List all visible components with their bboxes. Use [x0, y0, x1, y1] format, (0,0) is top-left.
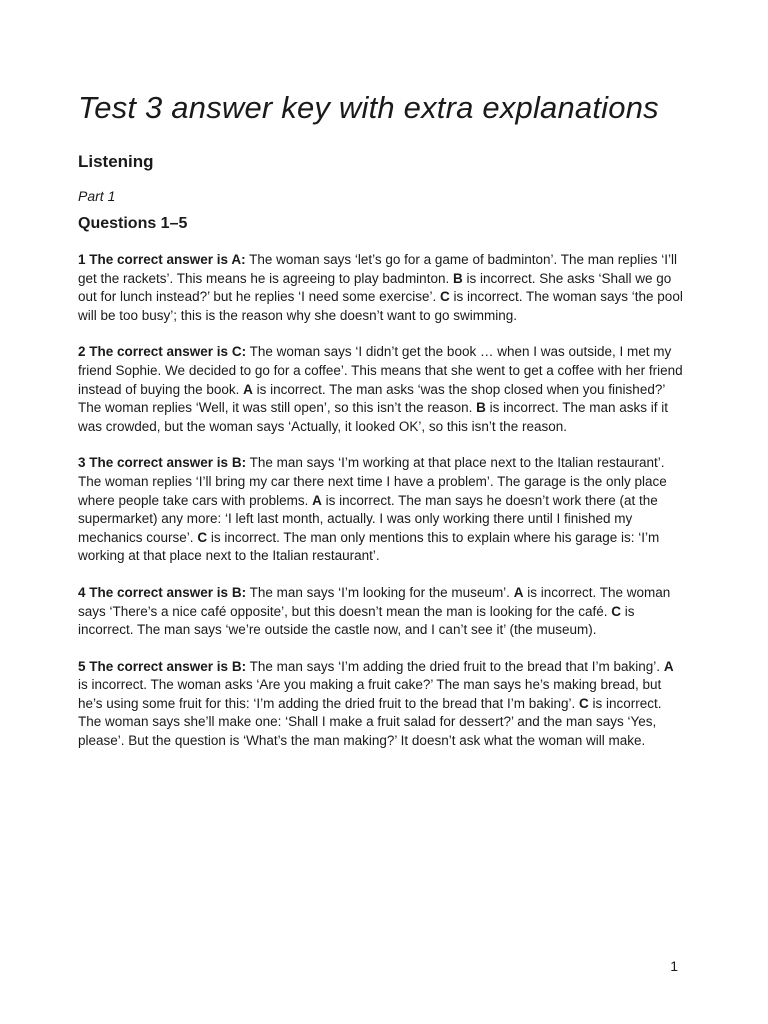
- answer-bold-text: A: [663, 658, 674, 674]
- answer-bold-text: 4 The correct answer is B:: [78, 584, 247, 600]
- answer-bold-text: C: [579, 695, 589, 711]
- page-title: Test 3 answer key with extra explanations: [78, 90, 659, 125]
- part-label: Part 1: [78, 188, 116, 204]
- answer-text: is incorrect. The woman says ‘There’s a nice café opposite’, but this doesn’t mean the man is looking for the café.: [78, 584, 671, 619]
- answer-text: is incorrect. The man asks if it was crowded, but the woman says ‘Actually, it looked OK’, so this isn’t the reason.: [78, 400, 668, 434]
- answer-text: The woman says ‘let’s go for a game of badminton’. The man replies ‘I’ll get the rackets’. This means he is agreeing to play badminton.: [78, 252, 678, 286]
- document-page: [78, 88, 684, 769]
- answer-paragraph: [78, 584, 684, 640]
- answer-paragraph: [78, 343, 684, 436]
- answer-bold-text: A: [243, 381, 253, 397]
- answer-paragraph: [78, 658, 684, 751]
- answer-text: is incorrect. The woman says she’ll make one: ‘Shall I make a fruit salad for dessert?’ and the man says ‘Yes, please’. But the question is ‘What’s the man making?’ It doesn’t ask what the woman will make.: [78, 695, 662, 749]
- section-heading: Listening: [78, 152, 154, 171]
- page-number: 1: [670, 958, 678, 974]
- answer-text: is incorrect. The woman asks ‘Are you making a fruit cake?’ The man says he’s making bread, but he’s using some fruit for this: ‘I’m adding the dried fruit to the bread that I’m baking’.: [78, 677, 662, 711]
- answer-bold-text: C: [611, 603, 622, 619]
- answer-bold-text: A: [312, 492, 322, 508]
- answer-text: is incorrect. The man only mentions this to explain where his garage is: ‘I’m working at that place next to the Italian restaurant’.: [78, 529, 660, 564]
- answer-bold-text: B: [452, 270, 463, 286]
- answer-text: The man says ‘I’m working at that place next to the Italian restaurant’. The woman replies ‘I’ll bring my car there next time I have a problem’. The garage is the only place where people take cars with problems.: [78, 455, 667, 508]
- answer-bold-text: 5 The correct answer is B:: [78, 658, 247, 674]
- answer-text: The man says ‘I’m adding the dried fruit to the bread that I’m baking’.: [246, 658, 664, 674]
- answer-text: is incorrect. The man says ‘we’re outside the castle now, and I can’t see it’ (the museum).: [78, 603, 635, 638]
- answer-bold-text: C: [197, 529, 208, 545]
- answer-text: The man says ‘I’m looking for the museum’.: [246, 584, 514, 600]
- answer-text: The woman says ‘I didn’t get the book … when I was outside, I met my friend Sophie. We decided to go for a coffee’. This means that she went to get a coffee with her friend instead of buying the book.: [78, 344, 683, 397]
- answers-list: [78, 251, 684, 751]
- answer-text: is incorrect. The man says he doesn’t work there (at the supermarket) any more: ‘I left last month, actually. I was only working there until I finished my mechanics course’.: [78, 492, 658, 545]
- answer-bold-text: B: [476, 400, 486, 416]
- answer-text: is incorrect. She asks ‘Shall we go out for lunch instead?’ but he replies ‘I need some exercise’.: [78, 270, 672, 305]
- answer-bold-text: A: [513, 584, 524, 600]
- answer-bold-text: 2 The correct answer is C:: [78, 344, 247, 360]
- answer-paragraph: [78, 251, 684, 325]
- questions-heading: Questions 1–5: [78, 215, 188, 232]
- answer-bold-text: C: [439, 289, 450, 305]
- answer-bold-text: 3 The correct answer is B:: [78, 455, 247, 471]
- answer-text: is incorrect. The man asks ‘was the shop closed when you finished?’ The woman replies ‘Well, it was still open’, so this isn’t the reason.: [78, 381, 665, 416]
- answer-paragraph: [78, 454, 684, 566]
- answer-bold-text: 1 The correct answer is A:: [78, 252, 246, 267]
- answer-text: is incorrect. The woman says ‘the pool will be too busy’; this is the reason why she doesn’t want to go swimming.: [78, 289, 683, 323]
